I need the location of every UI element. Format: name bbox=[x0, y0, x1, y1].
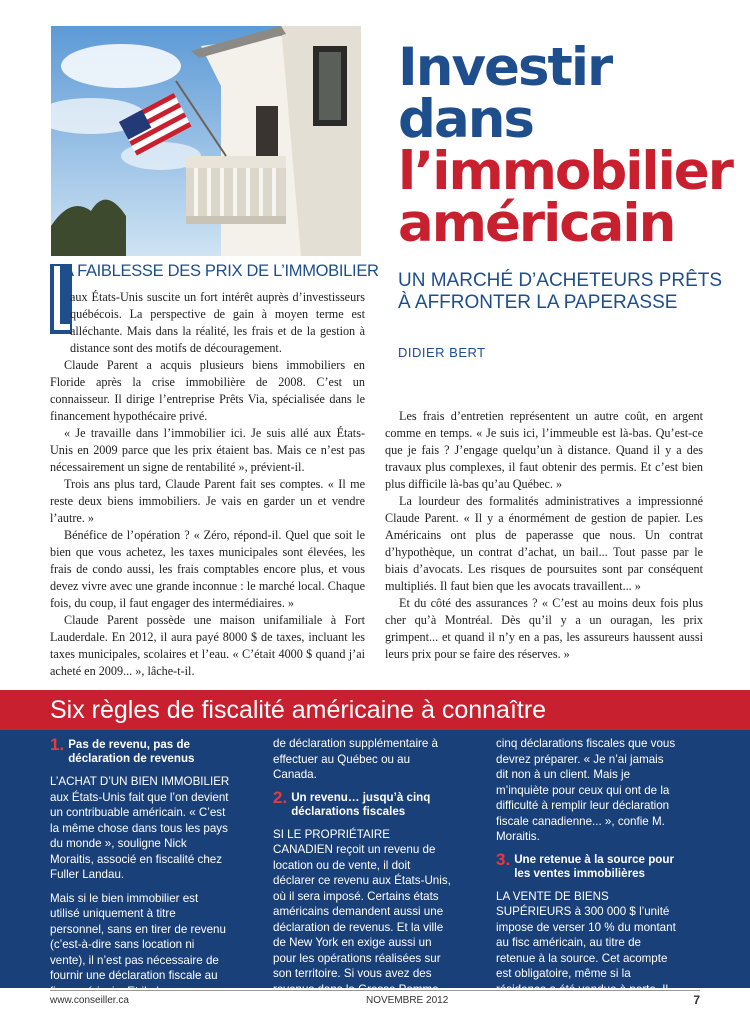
sidebar-column-1 bbox=[50, 736, 230, 1007]
rule-text: Mais si le bien immobilier est utilisé uniquement à titre personnel, sans en tirer de revenu (c’est-à-dire sans location ni vente), il n’est pas nécessaire de fournir une déclaration fiscale au fisc américain. Et il n’y a pas bbox=[50, 891, 226, 998]
sidebar-title: Six règles de fiscalité américaine à connaître bbox=[0, 690, 750, 730]
body-paragraph: Les frais d’entretien représentent un autre coût, en argent comme en temps. « Je suis ici, l’immeuble est là-bas. Qu’est-ce que je fais ? J’engage quelqu’un à distance. Quand il y a des travaux plus complexes, il faut obtenir des permis. Et c’est bien plus difficile là-bas qu’au Québec. » bbox=[385, 409, 703, 491]
rule-text: L’ACHAT D’UN BIEN IMMOBILIER aux États-Unis fait que l’on devient un contribuable américain. « C’est la même chose dans tous les pays du monde », souligne Nick Moraitis, associé en fiscalité chez Fuller Landau. bbox=[50, 775, 230, 881]
body-paragraph: « Je travaille dans l’immobilier ici. Je suis allé aux États-Unis en 2009 parce que les prix étaient bas. Mais ce n’est pas nécessairement un signe de rentabilité », prévient-il. bbox=[50, 426, 365, 474]
rule-heading bbox=[50, 735, 230, 766]
rule-title: Une retenue à la source pour les ventes immobilières bbox=[514, 852, 674, 880]
rule-number: 3. bbox=[496, 849, 511, 869]
footer-date: NOVEMBRE 2012 bbox=[366, 995, 449, 1006]
rule-heading bbox=[273, 787, 453, 819]
headline-line-4: américain bbox=[398, 193, 675, 254]
body-paragraph: La lourdeur des formalités administratives a impressionné Claude Parent. « Il y a énormément de gestion de papier. Les Américains ont plus de paperasse que nous. Un contrat d’hypothèque, un contrat d’achat, un bail... Tout passe par le biais d’avocats. Les risques de poursuites sont par conséquent multipliés. Il faut bien que les avocats travaillent... » bbox=[385, 494, 703, 593]
article-author: DIDIER BERT bbox=[398, 345, 486, 360]
rule-title: Un revenu… jusqu’à cinq déclarations fiscales bbox=[291, 790, 431, 818]
house-flag-illustration bbox=[51, 26, 361, 256]
sidebar-column-3 bbox=[496, 736, 676, 1021]
article-column-right bbox=[385, 408, 703, 663]
article-lead: A FAIBLESSE DES PRIX DE L’IMMOBILIER bbox=[63, 262, 379, 280]
page-footer bbox=[50, 990, 700, 1010]
article-column-left bbox=[50, 289, 365, 680]
headline-line-3: l’immobilier bbox=[398, 141, 732, 202]
rule-text: SI LE PROPRIÉTAIRE CANADIEN reçoit un revenu de location ou de vente, il doit déclarer ce revenu aux États-Unis, où il sera imposé. Certains états américains demandent aussi une déclaration de revenus. Et la ville de New York en exige aussi un pour les opérations réalisées sur son territoire. Si vous avez des revenus dans la Grosse Pomme, ce sont donc bbox=[273, 827, 451, 1011]
headline-line-1: Investir bbox=[398, 37, 612, 98]
rule-heading bbox=[496, 849, 676, 881]
body-paragraph: Claude Parent a acquis plusieurs biens immobiliers en Floride après la crise immobilière de 2008. C’est un connaisseur. Il dirige l’entreprise Prêts Via, spécialisée dans le financement hypothécaire privé. bbox=[50, 358, 365, 423]
rule-number: 1. bbox=[50, 735, 65, 754]
body-paragraph: aux États-Unis suscite un fort intérêt auprès d’investisseurs québécois. La perspective de gain à moyen terme est alléchante. Mais dans la réalité, les frais et de la gestion à distance sont des motifs de découragement. bbox=[70, 290, 365, 355]
page-number: 7 bbox=[693, 993, 700, 1007]
article-headline bbox=[398, 37, 748, 254]
headline-line-2: dans bbox=[398, 89, 533, 150]
rule-title: Pas de revenu, pas de déclaration de revenus bbox=[68, 738, 195, 765]
rule-text: LA VENTE DE BIENS SUPÉRIEURS à 300 000 $ l’unité impose de verser 10 % du montant au fisc américain, au titre de retenue à la source. Cet acompte est obligatoire, même si la résidence a été vendue à perte. Il faut bbox=[496, 889, 676, 1011]
body-paragraph: Trois ans plus tard, Claude Parent fait ses comptes. « Il me reste deux biens immobiliers. Je vais en garder un et vendre l’autre. » bbox=[50, 477, 365, 525]
article-photo bbox=[51, 26, 361, 256]
article-subtitle: UN MARCHÉ D’ACHETEURS PRÊTS À AFFRONTER LA PAPERASSE bbox=[398, 270, 723, 313]
footer-website: www.conseiller.ca bbox=[50, 995, 129, 1006]
rule-text: de déclaration supplémentaire à effectuer au Québec ou au Canada. bbox=[273, 737, 438, 781]
rule-number: 2. bbox=[273, 787, 288, 807]
body-paragraph: Bénéfice de l’opération ? « Zéro, répond-il. Quel que soit le bien que vous achetez, les taxes municipales sont élevées, les frais de condo aussi, les frais comptables encore plus, et vous devez vivre avec une grande inconnue : le marché local. Chaque fois, du coup, il faut engager des intermédiaires. » bbox=[50, 528, 365, 610]
sidebar-column-2 bbox=[273, 736, 453, 1021]
rule-text: cinq déclarations fiscales que vous devrez préparer. « Je n’ai jamais dit non à un client. Mais je m’inquiète pour ceux qui ont de la difficulté à remplir leur déclaration fiscale canadienne... », confie M. Moraitis. bbox=[496, 737, 676, 843]
body-paragraph: Et du côté des assurances ? « C’est au moins deux fois plus cher qu’à Montréal. Dès qu’il y a un ouragan, les prix grimpent... et quand il n’y en a pas, les assureurs haussent aussi leurs prix pour se faire des réserves. » bbox=[385, 596, 703, 661]
body-paragraph: Claude Parent possède une maison unifamiliale à Fort Lauderdale. En 2012, il aura payé 8000 $ de taxes, incluant les taxes municipales, scolaires et l’eau. « C’était 4000 $ quand j’ai acheté en 2009... », lâche-t-il. bbox=[50, 613, 365, 678]
